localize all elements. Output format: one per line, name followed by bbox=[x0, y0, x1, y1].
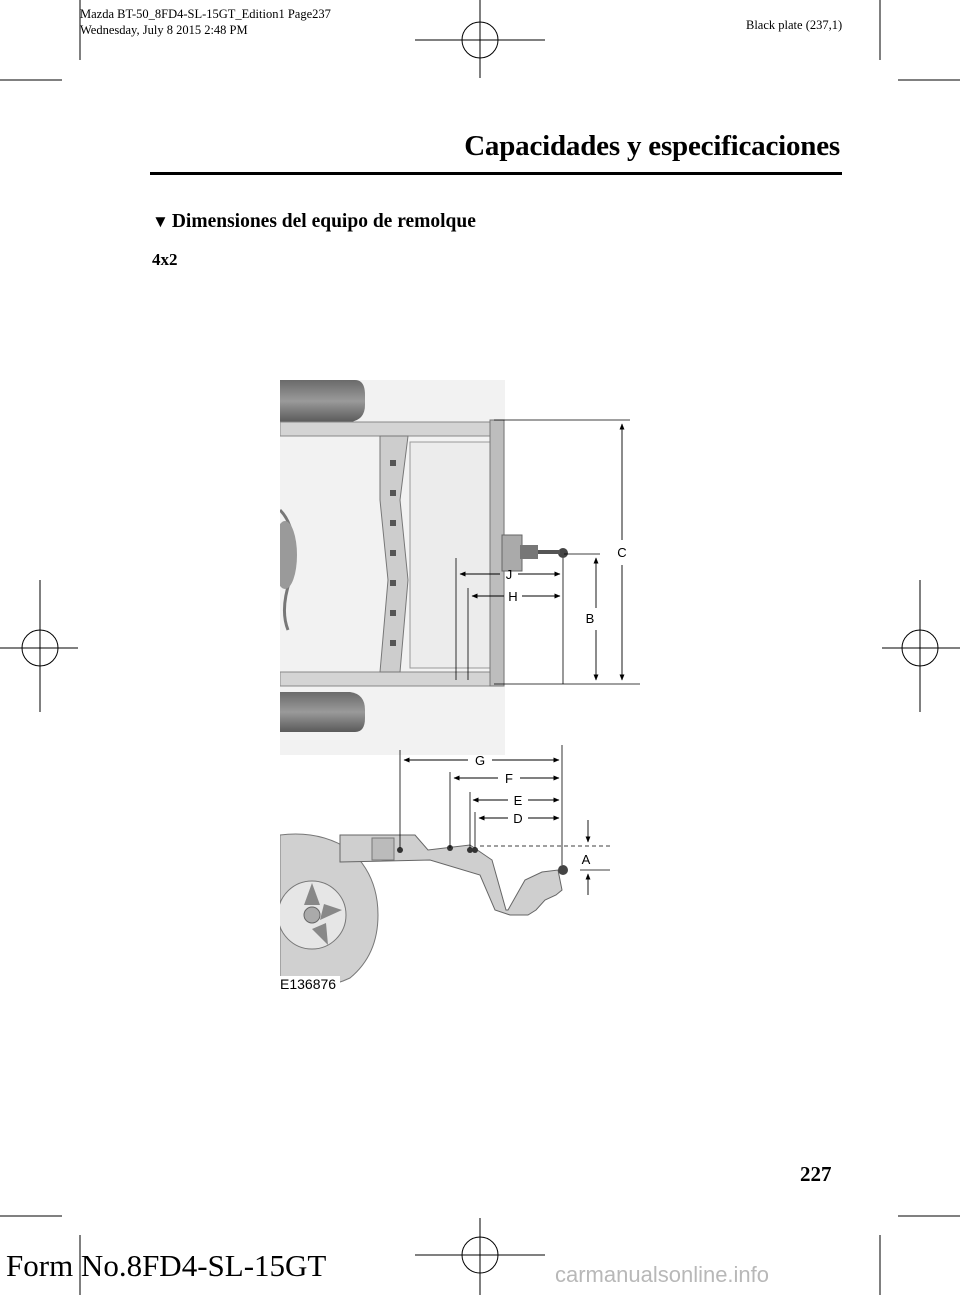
dim-label-a: A bbox=[581, 852, 591, 867]
watermark: carmanualsonline.info bbox=[555, 1262, 770, 1287]
form-number: Form No.8FD4-SL-15GT bbox=[6, 1248, 327, 1283]
figure-code: E136876 bbox=[280, 976, 337, 992]
dim-label-c: C bbox=[617, 545, 627, 560]
towbar-dimensions-figure bbox=[280, 380, 660, 995]
print-info-line2: Wednesday, July 8 2015 2:48 PM bbox=[80, 23, 248, 37]
side-view bbox=[280, 745, 610, 992]
top-view bbox=[280, 380, 640, 755]
dim-label-h: H bbox=[508, 589, 518, 604]
dim-label-e: E bbox=[513, 793, 523, 808]
print-info-line1: Mazda BT-50_8FD4-SL-15GT_Edition1 Page237 bbox=[80, 7, 331, 21]
dim-label-j: J bbox=[505, 567, 513, 582]
section-title: Capacidades y especificaciones bbox=[464, 130, 840, 162]
tow-ball-side bbox=[558, 865, 568, 875]
header-rule bbox=[150, 172, 842, 175]
variant-label: 4x2 bbox=[152, 250, 178, 269]
triangle-down-icon: ▼ bbox=[152, 212, 169, 231]
rear-tire-top bbox=[280, 380, 365, 422]
rear-tire-bottom bbox=[280, 692, 365, 732]
plate-info: Black plate (237,1) bbox=[746, 18, 843, 32]
dim-label-b: B bbox=[585, 611, 595, 626]
print-info bbox=[80, 6, 331, 38]
subheading-text: Dimensiones del equipo de remolque bbox=[171, 211, 476, 232]
dim-label-d: D bbox=[513, 811, 523, 826]
dim-label-g: G bbox=[474, 753, 486, 768]
tow-hitch-bracket bbox=[502, 535, 522, 571]
dim-label-f: F bbox=[505, 771, 513, 786]
subheading bbox=[152, 211, 476, 233]
page-number: 227 bbox=[800, 1162, 832, 1186]
